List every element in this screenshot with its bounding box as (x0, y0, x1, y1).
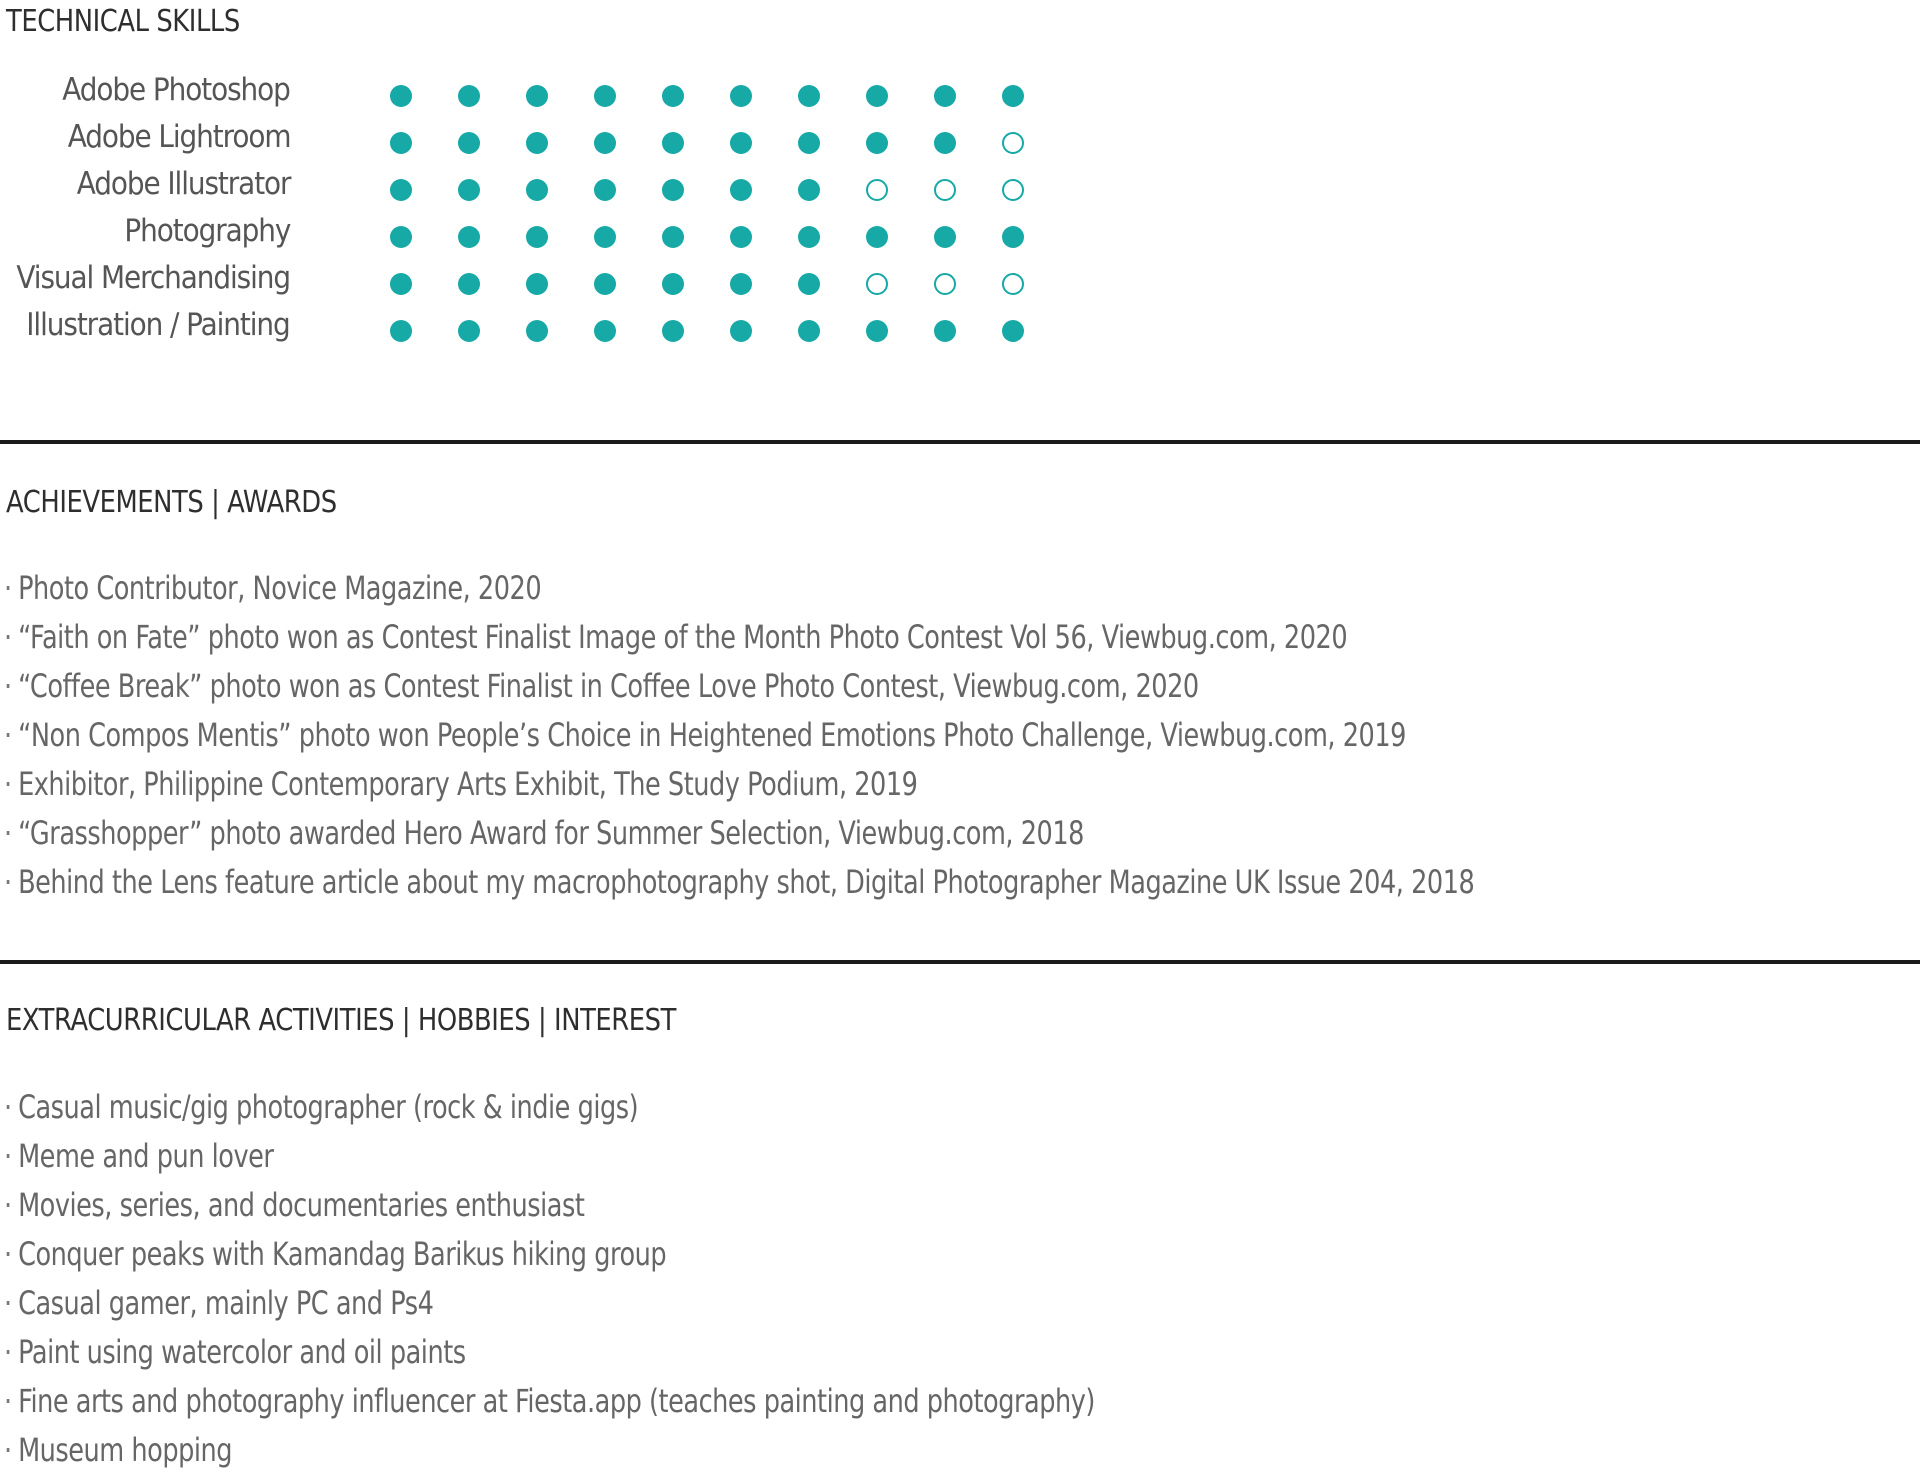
rating-dot-filled (594, 132, 616, 154)
rating-dot-filled (798, 179, 820, 201)
rating-dot-filled (390, 273, 412, 295)
rating-dot-filled (662, 132, 684, 154)
skill-row (0, 211, 1100, 258)
rating-dot-filled (730, 226, 752, 248)
achievements-heading: ACHIEVEMENTS | AWARDS (6, 485, 337, 520)
achievement-item-text: “Non Compos Mentis” photo won People’s Choice in Heightened Emotions Photo Challenge, Viewbug.com, 2019 (18, 716, 1406, 754)
interest-item-text: Casual gamer, mainly PC and Ps4 (18, 1284, 434, 1322)
rating-dot-filled (798, 85, 820, 107)
achievement-item-text: “Coffee Break” photo won as Contest Finalist in Coffee Love Photo Contest, Viewbug.com, 2020 (18, 667, 1199, 705)
rating-dot-filled (1002, 85, 1024, 107)
rating-dot-filled (730, 85, 752, 107)
rating-dot-filled (866, 226, 888, 248)
rating-dot-filled (662, 320, 684, 342)
rating-dot-empty (866, 179, 888, 201)
rating-dot-filled (594, 320, 616, 342)
rating-dot-filled (390, 226, 412, 248)
bullet-icon: · (4, 667, 12, 705)
bullet-icon: · (4, 569, 12, 607)
bullet-icon: · (4, 1235, 12, 1273)
skill-rating-dots (390, 273, 1070, 295)
rating-dot-filled (730, 179, 752, 201)
achievement-item-text: Photo Contributor, Novice Magazine, 2020 (18, 569, 542, 607)
interest-item-text: Movies, series, and documentaries enthusiast (18, 1186, 585, 1224)
bullet-icon: · (4, 1186, 12, 1224)
skill-label: Adobe Photoshop (62, 72, 290, 108)
bullet-icon: · (4, 765, 12, 803)
rating-dot-filled (458, 132, 480, 154)
skill-rating-dots (390, 179, 1070, 201)
bullet-icon: · (4, 618, 12, 656)
rating-dot-filled (458, 226, 480, 248)
rating-dot-filled (866, 320, 888, 342)
interest-item-text: Paint using watercolor and oil paints (18, 1333, 466, 1371)
achievement-item-text: “Grasshopper” photo awarded Hero Award for Summer Selection, Viewbug.com, 2018 (18, 814, 1084, 852)
rating-dot-filled (526, 320, 548, 342)
rating-dot-filled (458, 320, 480, 342)
skill-label: Visual Merchandising (16, 260, 290, 296)
rating-dot-empty (1002, 273, 1024, 295)
rating-dot-empty (866, 273, 888, 295)
skill-row (0, 305, 1100, 352)
skill-row (0, 258, 1100, 305)
rating-dot-filled (798, 132, 820, 154)
rating-dot-empty (934, 273, 956, 295)
skill-rating-dots (390, 85, 1070, 107)
rating-dot-filled (662, 179, 684, 201)
rating-dot-filled (458, 85, 480, 107)
bullet-icon: · (4, 814, 12, 852)
rating-dot-filled (594, 273, 616, 295)
rating-dot-empty (934, 179, 956, 201)
rating-dot-filled (390, 320, 412, 342)
interest-item (4, 1181, 1095, 1230)
achievement-item-text: Behind the Lens feature article about my macrophotography shot, Digital Photographer Magazine UK Issue 204, 2018 (18, 863, 1475, 901)
rating-dot-filled (662, 85, 684, 107)
rating-dot-filled (798, 226, 820, 248)
bullet-icon: · (4, 716, 12, 754)
skill-rating-dots (390, 320, 1070, 342)
skill-label: Illustration / Painting (26, 307, 290, 343)
skill-label: Adobe Lightroom (67, 119, 290, 155)
technical-skills-heading: TECHNICAL SKILLS (6, 4, 240, 39)
rating-dot-filled (866, 85, 888, 107)
rating-dot-filled (526, 179, 548, 201)
rating-dot-filled (798, 320, 820, 342)
interest-item (4, 1279, 1095, 1328)
rating-dot-filled (730, 273, 752, 295)
interest-item (4, 1132, 1095, 1181)
skill-rating-dots (390, 132, 1070, 154)
skill-row (0, 164, 1100, 211)
rating-dot-filled (662, 273, 684, 295)
skill-row (0, 117, 1100, 164)
interest-item-text: Conquer peaks with Kamandag Barikus hiking group (18, 1235, 667, 1273)
interest-item (4, 1083, 1095, 1132)
rating-dot-filled (594, 226, 616, 248)
interest-item (4, 1377, 1095, 1426)
bullet-icon: · (4, 863, 12, 901)
rating-dot-filled (730, 132, 752, 154)
achievement-item (4, 858, 1474, 907)
rating-dot-filled (390, 179, 412, 201)
skill-label: Photography (124, 213, 290, 249)
rating-dot-filled (934, 226, 956, 248)
achievement-item-text: “Faith on Fate” photo won as Contest Finalist Image of the Month Photo Contest Vol 56, Viewbug.com, 2020 (18, 618, 1348, 656)
rating-dot-filled (798, 273, 820, 295)
bullet-icon: · (4, 1333, 12, 1371)
rating-dot-filled (594, 85, 616, 107)
rating-dot-filled (526, 273, 548, 295)
achievement-item (4, 711, 1474, 760)
rating-dot-filled (390, 85, 412, 107)
bullet-icon: · (4, 1382, 12, 1420)
rating-dot-filled (662, 226, 684, 248)
extracurricular-list (4, 1083, 1368, 1475)
interest-item (4, 1426, 1095, 1475)
skill-rating-dots (390, 226, 1070, 248)
achievement-item (4, 662, 1474, 711)
extracurricular-heading: EXTRACURRICULAR ACTIVITIES | HOBBIES | INTEREST (6, 1003, 676, 1038)
rating-dot-filled (526, 226, 548, 248)
achievement-item (4, 613, 1474, 662)
rating-dot-filled (458, 179, 480, 201)
interest-item-text: Meme and pun lover (18, 1137, 274, 1175)
skill-row (0, 70, 1100, 117)
rating-dot-filled (594, 179, 616, 201)
bullet-icon: · (4, 1431, 12, 1469)
rating-dot-filled (458, 273, 480, 295)
interest-item-text: Casual music/gig photographer (rock & indie gigs) (18, 1088, 639, 1126)
rating-dot-filled (934, 132, 956, 154)
achievement-item (4, 760, 1474, 809)
bullet-icon: · (4, 1137, 12, 1175)
skill-label: Adobe Illustrator (76, 166, 290, 202)
interest-item (4, 1230, 1095, 1279)
achievement-item-text: Exhibitor, Philippine Contemporary Arts Exhibit, The Study Podium, 2019 (18, 765, 918, 803)
rating-dot-filled (866, 132, 888, 154)
rating-dot-filled (934, 85, 956, 107)
rating-dot-filled (390, 132, 412, 154)
interest-item (4, 1328, 1095, 1377)
rating-dot-filled (1002, 226, 1024, 248)
achievement-item (4, 809, 1474, 858)
section-divider (0, 960, 1920, 964)
rating-dot-filled (526, 85, 548, 107)
rating-dot-filled (526, 132, 548, 154)
bullet-icon: · (4, 1088, 12, 1126)
rating-dot-empty (1002, 179, 1024, 201)
achievements-list (4, 564, 1842, 907)
interest-item-text: Fine arts and photography influencer at Fiesta.app (teaches painting and photography) (18, 1382, 1095, 1420)
skills-rating-table (0, 70, 1100, 352)
rating-dot-filled (1002, 320, 1024, 342)
rating-dot-filled (934, 320, 956, 342)
achievement-item (4, 564, 1474, 613)
section-divider (0, 440, 1920, 444)
bullet-icon: · (4, 1284, 12, 1322)
rating-dot-empty (1002, 132, 1024, 154)
interest-item-text: Museum hopping (18, 1431, 233, 1469)
rating-dot-filled (730, 320, 752, 342)
